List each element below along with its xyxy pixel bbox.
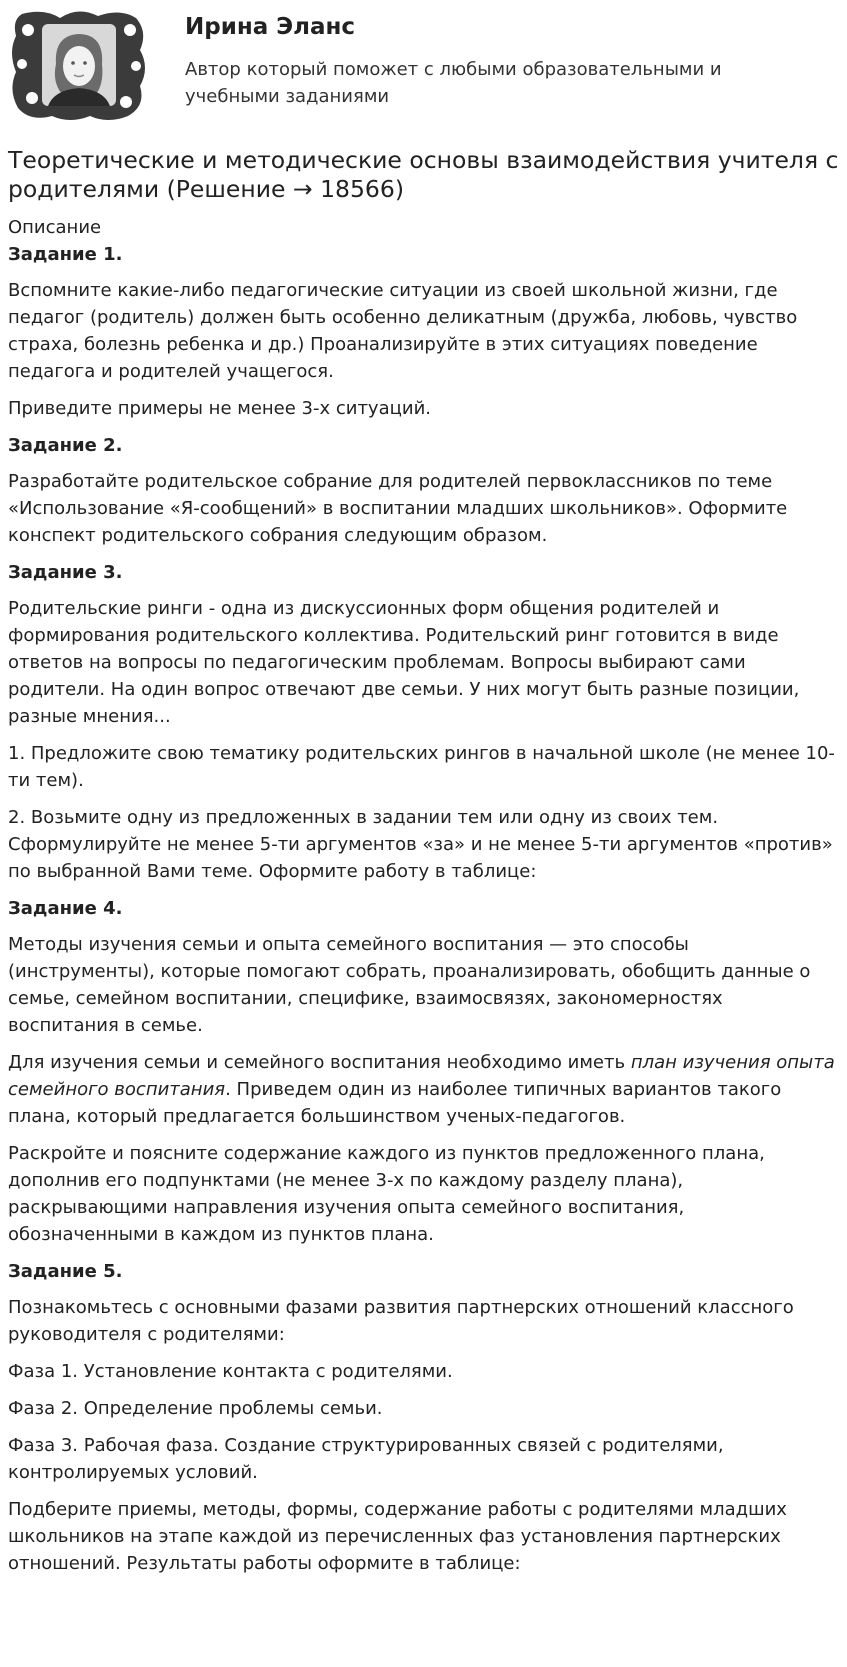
author-name[interactable]: Ирина Эланс bbox=[185, 14, 356, 40]
task-5-paragraph: Фаза 2. Определение проблемы семьи. bbox=[8, 1398, 383, 1419]
task-5-paragraph: Познакомьтесь с основными фазами развития партнерских отношений классного руководителя с родителями: bbox=[8, 1297, 794, 1345]
task-4-text: . Приведем один из наиболее типичных вариантов такого плана, который предлагается большинством ученых-педагогов. bbox=[8, 1079, 782, 1127]
task-4-paragraph: Раскройте и поясните содержание каждого из пунктов предложенного плана, дополнив его подпунктами (не менее 3-х по каждому разделу плана), раскрывающими направления изучения опыта семейного воспитания, обозначенными в каждом из пунктов плана. bbox=[8, 1143, 765, 1245]
task-4-italic-text: план изучения опыта семейного воспитания bbox=[8, 1052, 835, 1100]
task-3-paragraph: 2. Возьмите одну из предложенных в задании тем или одну из своих тем. Сформулируйте не менее 5-ти аргументов «за» и не менее 5-ти аргументов «против» по выбранной Вами теме. Оформите работу в таблице: bbox=[8, 807, 833, 882]
task-2-heading: Задание 2. bbox=[8, 435, 123, 456]
author-description: Автор который поможет с любыми образовательными и учебными заданиями bbox=[185, 59, 722, 107]
author-avatar[interactable] bbox=[8, 6, 150, 124]
task-5-heading: Задание 5. bbox=[8, 1261, 123, 1282]
task-4-paragraph: Методы изучения семьи и опыта семейного воспитания — это способы (инструменты), которые помогают собрать, проанализировать, обобщить данные о семье, семейном воспитании, специфике, взаимосвязях, закономерностях воспитания в семье. bbox=[8, 934, 811, 1036]
task-2-paragraph: Разработайте родительское собрание для родителей первоклассников по теме «Использование «Я-сообщений» в воспитании младших школьников». Оформите конспект родительского собрания следующим образом. bbox=[8, 471, 788, 546]
task-5-paragraph: Фаза 3. Рабочая фаза. Создание структурированных связей с родителями, контролируемых условий. bbox=[8, 1435, 724, 1483]
description-label: Описание bbox=[8, 217, 102, 238]
task-3-heading: Задание 3. bbox=[8, 562, 123, 583]
task-1-heading: Задание 1. bbox=[8, 244, 123, 265]
task-4-paragraph bbox=[8, 1049, 839, 1130]
task-4-text: Для изучения семьи и семейного воспитания необходимо иметь bbox=[8, 1052, 631, 1073]
task-5-paragraph: Подберите приемы, методы, формы, содержание работы с родителями младших школьников на этапе каждой из перечисленных фаз установления партнерских отношений. Результаты работы оформите в таблице: bbox=[8, 1499, 787, 1574]
task-1-paragraph: Вспомните какие-либо педагогические ситуации из своей школьной жизни, где педагог (родитель) должен быть особенно деликатным (дружба, любовь, чувство страха, болезнь ребенка и др.) Проанализируйте в этих ситуациях поведение педагога и родителей учащегося. bbox=[8, 280, 798, 382]
page-title: Теоретические и методические основы взаимодействия учителя с родителями (Решение → 18566) bbox=[8, 146, 839, 203]
task-3-paragraph: 1. Предложите свою тематику родительских рингов в начальной школе (не менее 10-ти тем). bbox=[8, 743, 835, 791]
task-4-heading: Задание 4. bbox=[8, 898, 123, 919]
task-5-paragraph: Фаза 1. Установление контакта с родителями. bbox=[8, 1361, 453, 1382]
task-1-paragraph: Приведите примеры не менее 3-х ситуаций. bbox=[8, 398, 431, 419]
task-3-paragraph: Родительские ринги - одна из дискуссионных форм общения родителей и формирования родительского коллектива. Родительский ринг готовится в виде ответов на вопросы по педагогическим проблемам. Вопросы выбирают сами родители. На один вопрос отвечают две семьи. У них могут быть разные позиции, разные мнения... bbox=[8, 598, 800, 727]
task-content bbox=[8, 241, 839, 1587]
author-card bbox=[8, 6, 839, 126]
